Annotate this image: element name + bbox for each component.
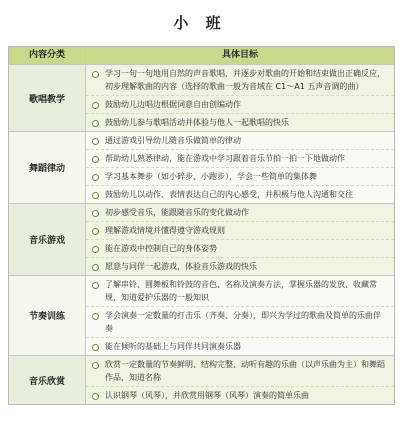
goal-text: 愿意与同伴一起游戏，体验音乐游戏的快乐 <box>105 262 257 271</box>
goal-list <box>86 356 394 404</box>
goal-item <box>86 276 394 306</box>
bullet-circle-icon <box>92 393 99 400</box>
bullet-circle-icon <box>92 344 99 351</box>
goal-text: 通过游戏引导幼儿随音乐做简单的律动 <box>105 136 241 145</box>
section-category: 舞蹈律动 <box>9 132 86 203</box>
bullet-circle-icon <box>92 246 99 253</box>
bullet-circle-icon <box>92 192 99 199</box>
goal-text: 帮助幼儿熟悉律动，能在游戏中学习跟着音乐节拍一拍一下地做动作 <box>105 154 345 163</box>
goal-text: 理解游戏情境并懂得遵守游戏规则 <box>105 226 225 235</box>
goal-text: 学习基本舞步（如小碎步、小跑步），学会一些简单的集体舞 <box>105 172 317 181</box>
goal-list <box>86 204 394 275</box>
goal-text: 鼓励幼儿以动作、表情表达自己的内心感受，并积极与他人沟通和交往 <box>105 190 353 199</box>
goal-item <box>86 149 394 167</box>
goal-item <box>86 132 394 149</box>
goal-text: 鼓励幼儿边唱边根据词意自由创编动作 <box>105 100 241 109</box>
bullet-circle-icon <box>92 102 99 109</box>
goal-text: 学习一句一句地用自然的声音歌唱，并逐步对歌曲的开始和结束做出正确反应，初步理解歌曲的内容（选择的歌曲一般为音域在 C1～A1 五声音调的曲） <box>105 69 385 91</box>
section-category: 音乐欣赏 <box>9 356 86 404</box>
goal-text: 初步感受音乐，能跟随音乐的变化做动作 <box>105 208 249 217</box>
goal-text: 了解串铃、圆舞板和铃鼓的音色、名称及演奏方法，掌握乐器的发放、收藏常规，知道爱护乐器的一般知识 <box>105 280 377 302</box>
bullet-circle-icon <box>92 120 99 127</box>
goal-text: 能在游戏中控制自己的身体姿势 <box>105 244 217 253</box>
goal-item <box>86 337 394 355</box>
bullet-circle-icon <box>92 174 99 181</box>
header-category: 内容分类 <box>9 47 86 64</box>
bullet-circle-icon <box>92 282 99 289</box>
section-category: 节奏训练 <box>9 276 86 355</box>
bullet-circle-icon <box>92 71 99 78</box>
goal-item <box>86 185 394 203</box>
section-singing <box>9 65 394 132</box>
goal-text: 欣赏一定数量的节奏鲜明、结构完整、动听有趣的乐曲（以声乐曲为主）和舞蹈作品，知道名称 <box>105 360 385 382</box>
page-title: 小 班 <box>173 14 227 32</box>
goal-text: 认识钢琴（风琴），并欣赏用钢琴（风琴）演奏的简单乐曲 <box>105 391 309 400</box>
bullet-circle-icon <box>92 228 99 235</box>
bullet-circle-icon <box>92 264 99 271</box>
goal-item <box>86 239 394 257</box>
bullet-circle-icon <box>92 156 99 163</box>
goal-item <box>86 204 394 221</box>
section-category: 音乐游戏 <box>9 204 86 275</box>
goal-text: 鼓励幼儿参与歌唱活动并体验与他人一起歌唱的快乐 <box>105 118 289 127</box>
goal-item <box>86 386 394 404</box>
goal-list <box>86 276 394 355</box>
goal-item <box>86 221 394 239</box>
bullet-circle-icon <box>92 362 99 369</box>
goal-item <box>86 306 394 337</box>
bullet-circle-icon <box>92 138 99 145</box>
bullet-circle-icon <box>92 210 99 217</box>
section-rhythm <box>9 276 394 356</box>
curriculum-table <box>8 46 395 405</box>
goal-text: 能在倾听的基础上与同伴共同演奏乐器 <box>105 342 241 351</box>
goal-item <box>86 95 394 113</box>
goal-list <box>86 65 394 131</box>
section-dance <box>9 132 394 204</box>
goal-item <box>86 113 394 131</box>
goal-item <box>86 65 394 95</box>
section-appreciation <box>9 356 394 404</box>
goal-item <box>86 167 394 185</box>
table-header <box>9 47 394 65</box>
goal-item <box>86 356 394 386</box>
section-category: 歌唱教学 <box>9 65 86 131</box>
goal-item <box>86 257 394 275</box>
goal-list <box>86 132 394 203</box>
goal-text: 学会演奏一定数量的打击乐（齐奏、分奏），即兴为学过的歌曲及简单的乐曲伴奏 <box>105 311 381 333</box>
header-goals: 具体目标 <box>86 47 394 64</box>
section-music-games <box>9 204 394 276</box>
bullet-circle-icon <box>92 313 99 320</box>
